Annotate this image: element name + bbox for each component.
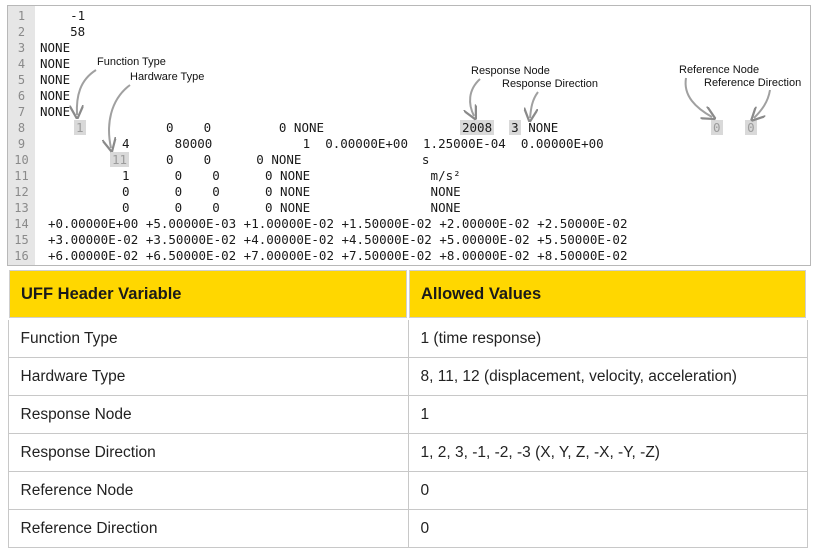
line-number: 13: [14, 201, 29, 215]
uff-header-table: [7, 268, 808, 548]
code-line-8-reference: [711, 120, 757, 136]
line-number: 16: [14, 249, 29, 263]
variable-cell: Function Type: [8, 319, 408, 358]
allowed-values-cell: 1 (time response): [408, 319, 807, 358]
uff-code-listing: [7, 5, 811, 266]
code-line-8-function-type: [74, 120, 86, 136]
variable-cell: Response Node: [8, 396, 408, 434]
code-line-14: +0.00000E+00 +5.00000E-03 +1.00000E-02 +1.50000E-02 +2.00000E-02 +2.50000E-02: [48, 216, 628, 231]
line-number: 14: [14, 217, 29, 231]
code-line-9: 4 80000 1 0.00000E+00 1.25000E-04 0.00000E+00: [122, 136, 604, 151]
code-line-12: 0 0 0 0 NONE NONE: [122, 184, 461, 199]
line-number: 8: [17, 121, 26, 135]
function-type-value: 1: [76, 120, 84, 135]
table-row: [8, 396, 807, 434]
line-number-gutter: [8, 6, 35, 265]
code-line-5: NONE: [40, 72, 71, 87]
hardware-type-value: 11: [112, 152, 128, 167]
hardware-type-annotation: Hardware Type: [130, 71, 205, 83]
line-number: 4: [17, 57, 26, 71]
code-line-8-middle: 0 0 0 NONE: [166, 120, 325, 135]
line-number: 15: [14, 233, 29, 247]
table-row: [8, 510, 807, 548]
table-row: [8, 434, 807, 472]
line-number: 5: [17, 73, 26, 87]
variable-cell: Response Direction: [8, 434, 408, 472]
code-line-10: 0 0 0 NONE s: [166, 152, 430, 167]
table-row: [8, 319, 807, 358]
response-node-annotation: Response Node: [471, 65, 550, 77]
reference-node-annotation: Reference Node: [679, 64, 760, 76]
allowed-values-cell: 0: [408, 472, 807, 510]
reference-direction-annotation: Reference Direction: [704, 77, 802, 89]
code-line-7: NONE: [40, 104, 71, 119]
line-number: 10: [14, 153, 29, 167]
reference-node-value: 0: [713, 120, 721, 135]
reference-direction-value: 0: [747, 120, 755, 135]
table-row: [8, 358, 807, 396]
line-number: 7: [17, 105, 26, 119]
line-number: 3: [17, 41, 26, 55]
code-line-13: 0 0 0 0 NONE NONE: [122, 200, 461, 215]
code-line-6: NONE: [40, 88, 71, 103]
column-header-variable: UFF Header Variable: [8, 269, 408, 319]
allowed-values-cell: 8, 11, 12 (displacement, velocity, acceleration): [408, 358, 807, 396]
variable-cell: Reference Node: [8, 472, 408, 510]
code-line-16: +6.00000E-02 +6.50000E-02 +7.00000E-02 +7.50000E-02 +8.00000E-02 +8.50000E-02: [48, 248, 628, 263]
code-line-10-hardware-type: [110, 152, 129, 168]
line-number: 9: [17, 137, 26, 151]
code-line-1: -1: [40, 8, 86, 23]
code-line-11: 1 0 0 0 NONE m/s²: [122, 168, 461, 183]
response-direction-annotation: Response Direction: [502, 78, 598, 90]
table-row: [8, 472, 807, 510]
function-type-annotation: Function Type: [97, 56, 166, 68]
line-number: 2: [17, 25, 26, 39]
line-number: 6: [17, 89, 26, 103]
response-node-value: 2008: [462, 120, 493, 135]
line-number: 11: [14, 169, 29, 183]
response-direction-value: 3: [511, 120, 519, 135]
variable-cell: Reference Direction: [8, 510, 408, 548]
code-line-4: NONE: [40, 56, 71, 71]
code-line-3: NONE: [40, 40, 71, 55]
code-line-8-response: [460, 120, 558, 136]
line-number: 12: [14, 185, 29, 199]
allowed-values-cell: 0: [408, 510, 807, 548]
code-line-15: +3.00000E-02 +3.50000E-02 +4.00000E-02 +4.50000E-02 +5.00000E-02 +5.50000E-02: [48, 232, 628, 247]
code-line-2: 58: [40, 24, 86, 39]
allowed-values-cell: 1, 2, 3, -1, -2, -3 (X, Y, Z, -X, -Y, -Z): [408, 434, 807, 472]
code-line-8-tail: NONE: [528, 120, 559, 135]
table-header-row: [8, 269, 807, 319]
variable-cell: Hardware Type: [8, 358, 408, 396]
line-number: 1: [17, 9, 26, 23]
column-header-allowed-values: Allowed Values: [408, 269, 807, 319]
allowed-values-cell: 1: [408, 396, 807, 434]
